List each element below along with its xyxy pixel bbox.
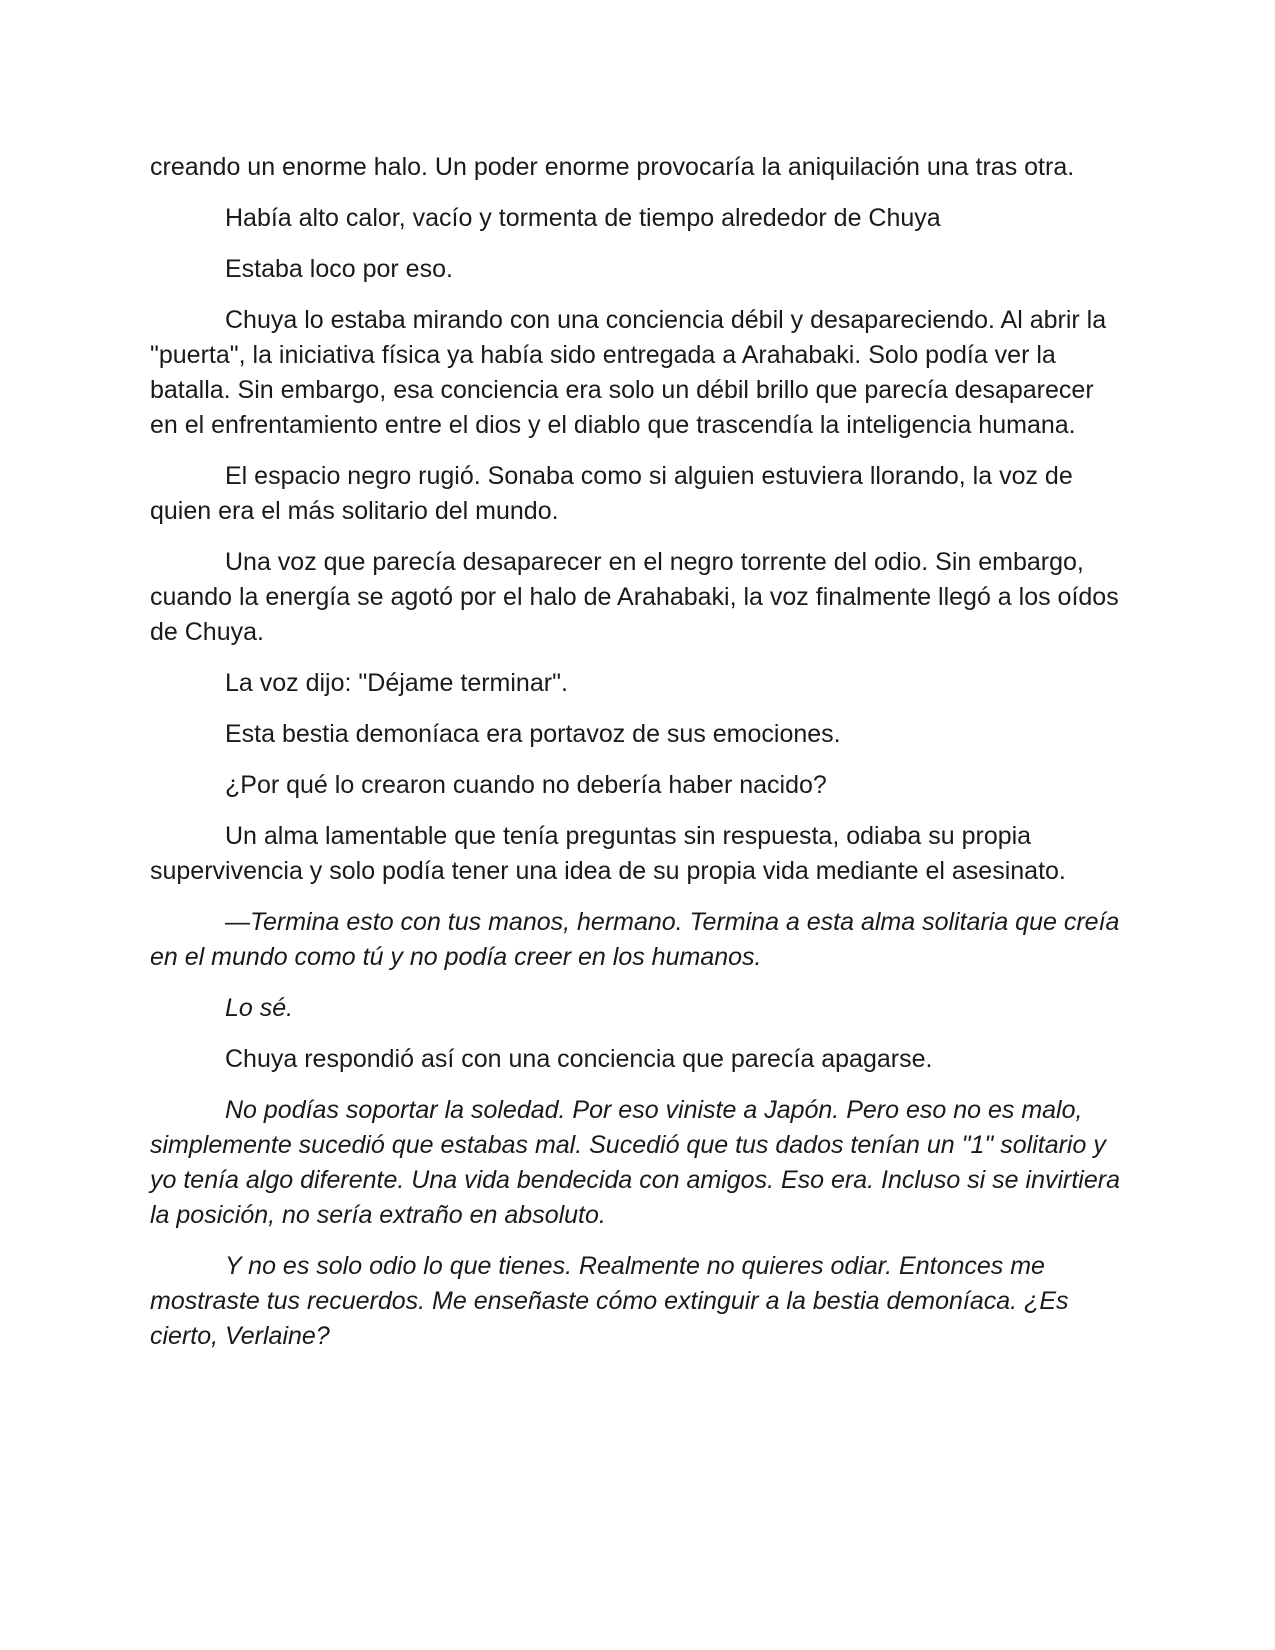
- paragraph: Una voz que parecía desaparecer en el negro torrente del odio. Sin embargo, cuando la energía se agotó por el halo de Arahabaki, la voz finalmente llegó a los oídos de Chuya.: [150, 548, 1119, 646]
- paragraph: Lo sé.: [225, 994, 294, 1022]
- paragraph: El espacio negro rugió. Sonaba como si alguien estuviera llorando, la voz de quien era el más solitario del mundo.: [150, 462, 1073, 525]
- paragraph: Y no es solo odio lo que tienes. Realmente no quieres odiar. Entonces me mostraste tus recuerdos. Me enseñaste cómo extinguir a la bestia demoníaca. ¿Es cierto, Verlaine?: [150, 1252, 1069, 1350]
- paragraph: La voz dijo: "Déjame terminar".: [225, 669, 568, 697]
- paragraph: Estaba loco por eso.: [225, 255, 453, 283]
- paragraph: ¿Por qué lo crearon cuando no debería haber nacido?: [225, 771, 827, 799]
- paragraph: No podías soportar la soledad. Por eso viniste a Japón. Pero eso no es malo, simplemente sucedió que estabas mal. Sucedió que tus dados tenían un "1" solitario y yo tenía algo diferente. Una vida bendecida con amigos. Eso era. Incluso si se invirtiera la posición, no sería extraño en absoluto.: [150, 1096, 1120, 1229]
- paragraph: creando un enorme halo. Un poder enorme provocaría la aniquilación una tras otra.: [150, 153, 1075, 181]
- paragraph: —Termina esto con tus manos, hermano. Termina a esta alma solitaria que creía en el mundo como tú y no podía creer en los humanos.: [150, 908, 1120, 971]
- body-text: [150, 150, 1125, 1370]
- paragraph: Un alma lamentable que tenía preguntas sin respuesta, odiaba su propia supervivencia y solo podía tener una idea de su propia vida mediante el asesinato.: [150, 822, 1066, 885]
- paragraph: Chuya respondió así con una conciencia que parecía apagarse.: [225, 1045, 933, 1073]
- paragraph: Esta bestia demoníaca era portavoz de sus emociones.: [225, 720, 841, 748]
- paragraph: Chuya lo estaba mirando con una conciencia débil y desapareciendo. Al abrir la "puerta", la iniciativa física ya había sido entregada a Arahabaki. Solo podía ver la batalla. Sin embargo, esa conciencia era solo un débil brillo que parecía desaparecer en el enfrentamiento entre el dios y el diablo que trascendía la inteligencia humana.: [150, 306, 1107, 439]
- paragraph: Había alto calor, vacío y tormenta de tiempo alrededor de Chuya: [225, 204, 941, 232]
